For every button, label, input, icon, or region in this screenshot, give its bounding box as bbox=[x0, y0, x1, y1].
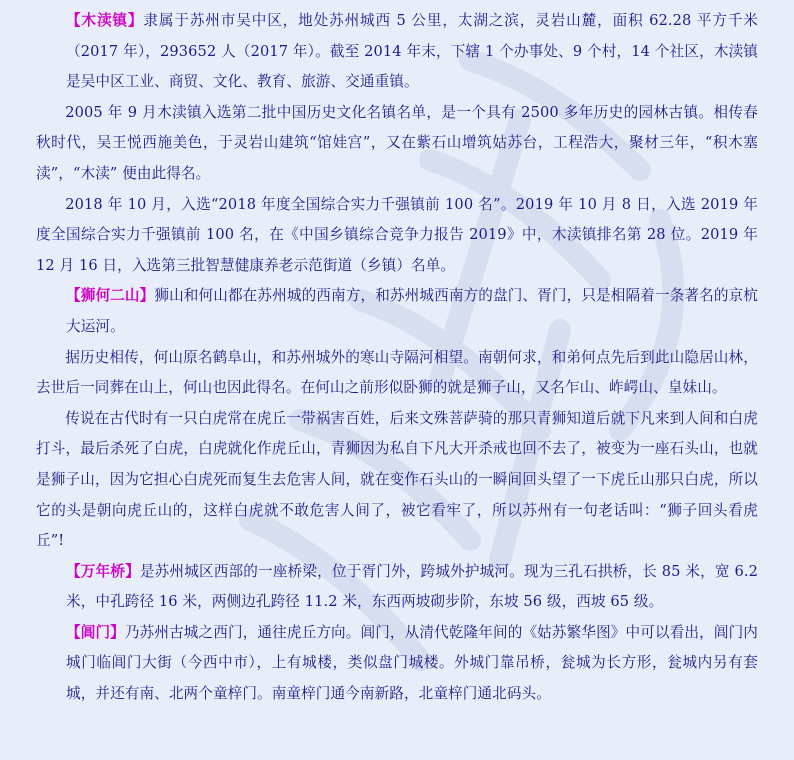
entry-term: 【木渎镇】 bbox=[66, 12, 144, 29]
paragraph: 传说在古代时有一只白虎常在虎丘一带祸害百姓，后来文殊菩萨骑的那只青狮知道后就下凡来到人间和白虎打斗，最后杀死了白虎，白虎就化作虎丘山，青狮因为私自下凡大开杀戒也回不去了，被变为一座石头山，也就是狮子山，因为它担心白虎死而复生去危害人间，就在变作石头山的一瞬间回头望了一下虎丘山那只白虎，所以它的头是朝向虎丘山的，这样白虎就不敢危害人间了，被它看牢了，所以苏州有一句老话叫：“狮子回头看虎丘”! bbox=[36, 409, 758, 550]
entry-text: 隶属于苏州市吴中区，地处苏州城西 5 公里，太湖之滨，灵岩山麓，面积 62.28 平方千米（2017 年），293652 人（2017 年）。截至 2014 年末，下辖 1 个办事处、9 个村，14 个社区，木渎镇是吴中区工业、商贸、文化、教育、旅游、交通重镇。 bbox=[66, 12, 758, 91]
entry-term: 【阊门】 bbox=[66, 623, 125, 641]
entry-term: 【万年桥】 bbox=[66, 562, 140, 580]
paragraph: 2005 年 9 月木渎镇入选第二批中国历史文化名镇名单，是一个具有 2500 多年历史的园林古镇。相传春秋时代，吴王悦西施美色，于灵岩山建筑“馆娃宫”，又在紫石山增筑姑苏台，工程浩大，聚材三年，“积木塞渎”，“木渎” 便由此得名。 bbox=[36, 103, 758, 182]
entry-text: 乃苏州古城之西门，通往虎丘方向。阊门，从清代乾隆年间的《姑苏繁华图》中可以看出，阊门内城门临阊门大街（今西中市），上有城楼，类似盘门城楼。外城门靠吊桥，瓮城为长方形，瓮城内另有套城，并还有南、北两个童梓门。南童梓门通今南新路，北童梓门通北码头。 bbox=[66, 623, 758, 703]
paragraph: 2018 年 10 月，入选“2018 年度全国综合实力千强镇前 100 名”。2019 年 10 月 8 日，入选 2019 年度全国综合实力千强镇前 100 名，在《中国乡镇综合竞争力报告 2019》中，木渎镇排名第 28 位。2019 年 12 月 16 日，入选第三批智慧健康养老示范街道（乡镇）名单。 bbox=[36, 195, 758, 274]
entry-term: 【狮何二山】 bbox=[66, 287, 155, 305]
document-body bbox=[36, 6, 758, 710]
entry-wannian-bridge bbox=[36, 557, 758, 618]
paragraph: 据历史相传，何山原名鹤阜山，和苏州城外的寒山寺隔河相望。南朝何求，和弟何点先后到此山隐居山林，去世后一同葬在山上，何山也因此得名。在何山之前形似卧狮的就是狮子山，又名乍山、岞崿山、皇妹山。 bbox=[36, 348, 758, 397]
entry-text: 是苏州城区西部的一座桥梁，位于胥门外，跨城外护城河。现为三孔石拱桥，长 85 米，宽 6.2 米，中孔跨径 16 米，两侧边孔跨径 11.2 米，东西两坡砌步阶，东坡 56 级，西坡 65 级。 bbox=[66, 562, 758, 611]
entry-shihe-ershan bbox=[36, 281, 758, 342]
entry-text: 狮山和何山都在苏州城的西南方，和苏州城西南方的盘门、胥门，只是相隔着一条著名的京杭大运河。 bbox=[66, 287, 758, 335]
entry-changmen bbox=[36, 618, 758, 710]
entry-mudu bbox=[36, 6, 758, 98]
